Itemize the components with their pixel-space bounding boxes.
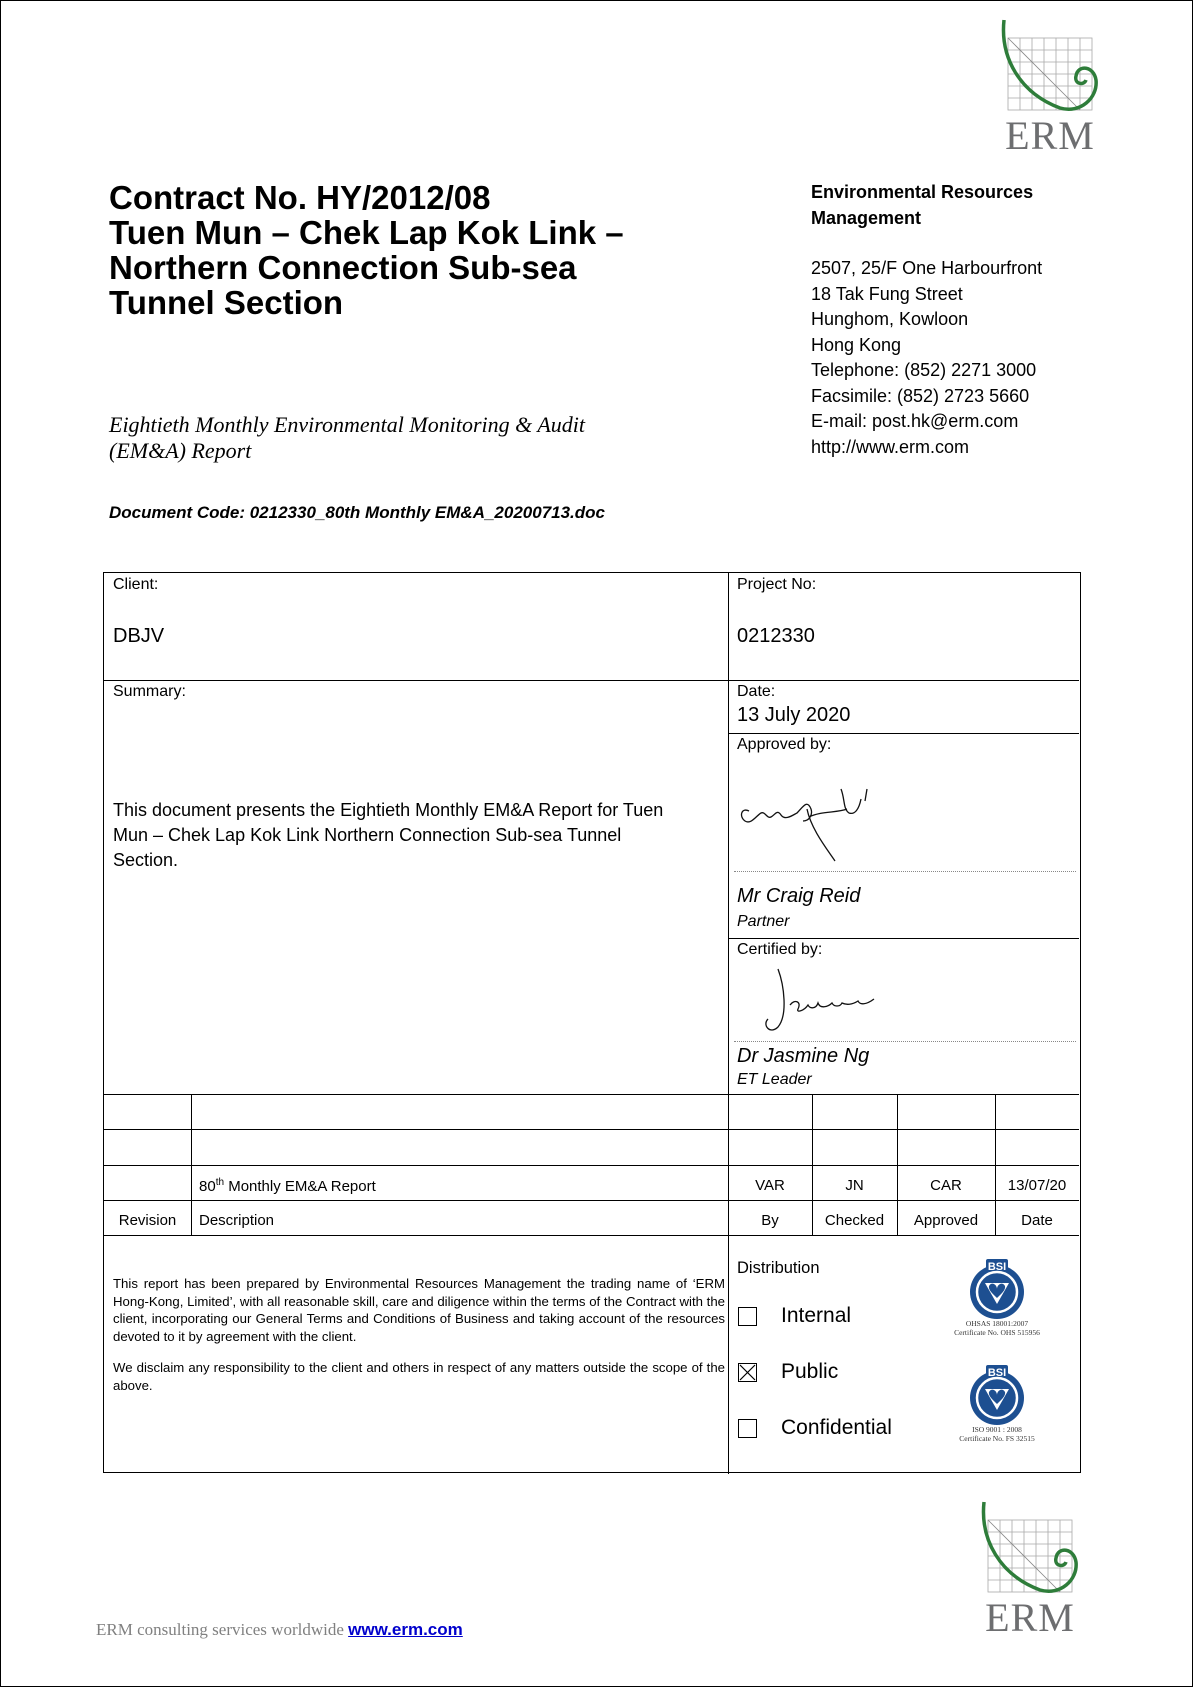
confidential-checkbox[interactable] bbox=[738, 1419, 757, 1438]
erm-logo-graphic bbox=[1000, 18, 1100, 116]
footer bbox=[96, 1620, 463, 1640]
disclaimer bbox=[113, 1275, 725, 1408]
company-name: Environmental Resources bbox=[811, 182, 1034, 202]
client-label: Client: bbox=[113, 576, 159, 593]
certifier-signature bbox=[754, 965, 894, 1035]
column-divider bbox=[728, 573, 729, 1474]
facsimile: Facsimile: (852) 2723 5660 bbox=[811, 385, 1030, 406]
erm-logo-text: ERM bbox=[1005, 113, 1095, 158]
summary-label: Summary: bbox=[113, 683, 186, 700]
approver-name: Mr Craig Reid bbox=[737, 885, 861, 907]
erm-logo-text: ERM bbox=[985, 1595, 1075, 1640]
client-value: DBJV bbox=[113, 625, 165, 647]
bsi-kitemark-icon bbox=[966, 1257, 1028, 1319]
footer-link[interactable]: www.erm.com bbox=[348, 1620, 463, 1639]
telephone: Telephone: (852) 2271 3000 bbox=[811, 360, 1037, 380]
bsi-ohsas-badge bbox=[942, 1257, 1052, 1337]
date-label: Date: bbox=[737, 683, 776, 700]
subtitle-line: Eightieth Monthly Environmental Monitoring & Audit bbox=[109, 412, 586, 437]
title-line: Northern Connection Sub-sea bbox=[109, 249, 577, 286]
row-divider bbox=[104, 1129, 1079, 1130]
bsi-badge-text: BSI bbox=[987, 1367, 1007, 1379]
header-description: Description bbox=[199, 1212, 275, 1229]
row-divider bbox=[104, 680, 1079, 681]
row-divider bbox=[104, 1165, 1079, 1166]
header-approved: Approved bbox=[913, 1212, 979, 1229]
revision-date: 13/07/20 bbox=[1007, 1177, 1067, 1194]
row-divider bbox=[104, 1094, 1079, 1095]
header-date: Date bbox=[1021, 1212, 1053, 1229]
approver-role: Partner bbox=[737, 913, 790, 930]
address-line: Hunghom, Kowloon bbox=[811, 309, 969, 329]
revision-checked: JN bbox=[845, 1177, 864, 1194]
bsi-badge-text: BSI bbox=[987, 1261, 1007, 1273]
row-divider bbox=[104, 1200, 1079, 1201]
revision-approved: CAR bbox=[930, 1177, 962, 1194]
check-x-icon bbox=[739, 1364, 756, 1381]
approved-label: Approved by: bbox=[737, 736, 832, 753]
certifier-role: ET Leader bbox=[737, 1071, 812, 1088]
erm-logo-graphic bbox=[980, 1500, 1080, 1598]
report-subtitle bbox=[109, 412, 709, 464]
revision-by: VAR bbox=[755, 1177, 785, 1194]
erm-logo-top bbox=[1000, 18, 1100, 156]
col-divider bbox=[191, 1094, 192, 1235]
signature-line bbox=[734, 1041, 1076, 1042]
approver-signature bbox=[737, 769, 877, 864]
document-code: Document Code: 0212330_80th Monthly EM&A_20200713.doc bbox=[109, 503, 606, 522]
ohsas-cert-number: Certificate No. OHS 515956 bbox=[954, 1328, 1040, 1337]
signature-line bbox=[734, 871, 1076, 872]
header-by: By bbox=[761, 1212, 779, 1229]
title-line: Tuen Mun – Chek Lap Kok Link – bbox=[109, 214, 624, 251]
header-checked: Checked bbox=[824, 1212, 885, 1229]
summary-text: This document presents the Eightieth Monthly EM&A Report for Tuen Mun – Chek Lap Kok Link Northern Connection Sub-sea Tunnel Section. bbox=[113, 800, 664, 870]
title-block bbox=[109, 180, 749, 320]
confidential-label: Confidential bbox=[781, 1416, 892, 1439]
title-line: Tunnel Section bbox=[109, 284, 344, 321]
public-checkbox[interactable] bbox=[738, 1363, 757, 1382]
disclaimer-paragraph: This report has been prepared by Environmental Resources Management the trading name of ‘ERM Hong-Kong, Limited’, with all reasonable skill, care and diligence within the terms of the Contract with the client, incorporating our General Terms and Conditions of Business and taking account of the resources devoted to it by agreement with the client. bbox=[113, 1276, 725, 1344]
internal-label: Internal bbox=[781, 1304, 852, 1327]
iso-cert-number: Certificate No. FS 32515 bbox=[959, 1434, 1035, 1443]
row-divider bbox=[728, 938, 1079, 939]
bsi-iso-badge bbox=[942, 1363, 1052, 1443]
internal-checkbox[interactable] bbox=[738, 1307, 757, 1326]
address-line: 2507, 25/F One Harbourfront bbox=[811, 258, 1043, 278]
company-name: Management bbox=[811, 207, 922, 228]
public-label: Public bbox=[781, 1360, 839, 1383]
bsi-kitemark-icon bbox=[966, 1363, 1028, 1425]
disclaimer-paragraph: We disclaim any responsibility to the client and others in respect of any matters outside the scope of the above. bbox=[113, 1360, 725, 1393]
row-divider bbox=[728, 733, 1079, 734]
company-address bbox=[811, 180, 1151, 460]
date-value: 13 July 2020 bbox=[737, 704, 851, 726]
header-revision: Revision bbox=[118, 1212, 177, 1229]
address-line: 18 Tak Fung Street bbox=[811, 283, 963, 304]
email[interactable]: E-mail: post.hk@erm.com bbox=[811, 411, 1019, 431]
footer-text: ERM consulting services worldwide bbox=[96, 1620, 349, 1639]
certified-label: Certified by: bbox=[737, 941, 823, 958]
subtitle-line: (EM&A) Report bbox=[109, 438, 252, 463]
address-line: Hong Kong bbox=[811, 334, 902, 355]
certifier-name: Dr Jasmine Ng bbox=[737, 1045, 870, 1067]
document-info-table bbox=[103, 572, 1081, 1473]
revision-description: 80th Monthly EM&A Report bbox=[199, 1177, 376, 1195]
ohsas-cert-line: OHSAS 18001:2007 bbox=[965, 1319, 1029, 1328]
project-label: Project No: bbox=[737, 576, 817, 593]
iso-cert-line: ISO 9001 : 2008 bbox=[972, 1425, 1022, 1434]
erm-logo-bottom bbox=[980, 1500, 1080, 1638]
website[interactable]: http://www.erm.com bbox=[811, 436, 970, 457]
project-value: 0212330 bbox=[737, 625, 815, 647]
distribution-title: Distribution bbox=[737, 1259, 820, 1277]
row-divider bbox=[104, 1235, 1079, 1236]
title-line: Contract No. HY/2012/08 bbox=[109, 179, 491, 216]
